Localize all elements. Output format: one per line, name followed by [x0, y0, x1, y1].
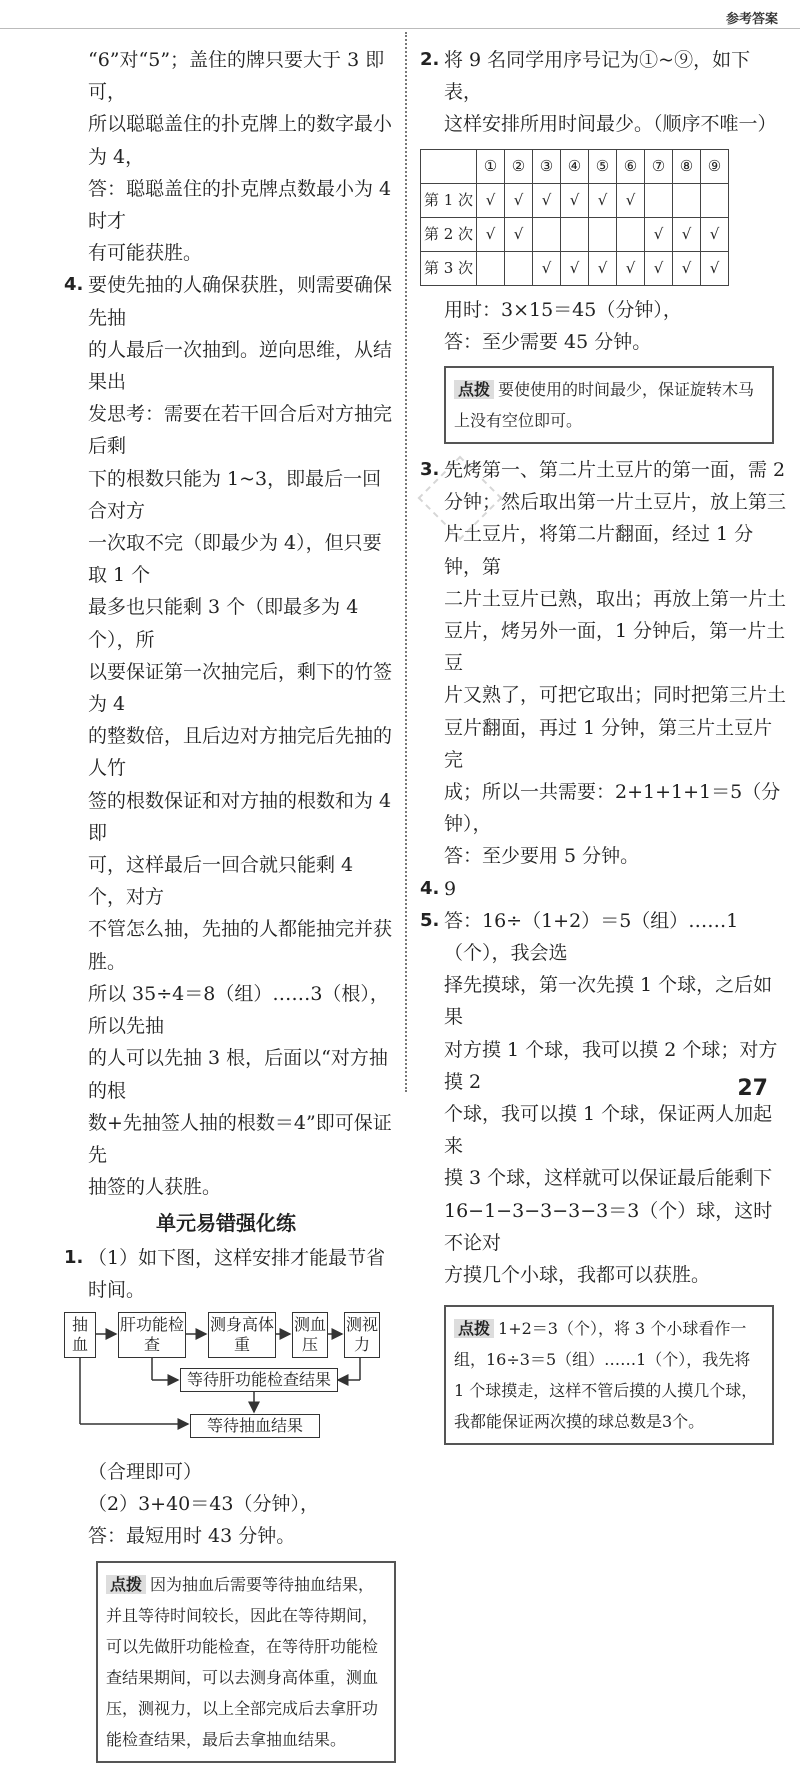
table-cell [645, 183, 673, 217]
text-line: 豆片，烤另外一面，1 分钟后，第一片土豆 [444, 620, 786, 675]
table-cell: √ [477, 217, 505, 251]
text-line: 片土豆片，将第二片翻面，经过 1 分钟，第 [444, 523, 754, 578]
table-cell [617, 217, 645, 251]
flow-box-wait-liver: 等待肝功能检查结果 [180, 1368, 338, 1392]
text-line: 对方摸 1 个球，我可以摸 2 个球；对方摸 2 [444, 1038, 778, 1093]
question-number: 1. [64, 1246, 84, 1268]
hint-box [96, 1561, 396, 1763]
table-cell [505, 251, 533, 285]
flow-box-blood-draw: 抽血 [64, 1312, 96, 1358]
text-line: 择先摸球，第一次先摸 1 个球，之后如果 [444, 974, 773, 1029]
text-line: 要使先抽的人确保获胜，则需要确保先抽 [88, 274, 393, 329]
text-line: 先烤第一、第二片土豆片的第一面，需 2 [444, 459, 786, 482]
question-number: 4. [420, 877, 440, 899]
text-line: 抽签的人获胜。 [88, 1176, 222, 1199]
flowchart [64, 1310, 378, 1450]
table-row [421, 251, 729, 285]
text-line: 的人最后一次抽到。逆向思维，从结果出 [88, 338, 393, 394]
page-number: 27 [737, 1076, 768, 1101]
question-5 [416, 905, 788, 969]
left-column [60, 44, 392, 1771]
text-line: 16−1−3−3−3−3＝3（个）球，这时不论对 [444, 1199, 773, 1254]
table-cell [701, 183, 729, 217]
hint-box [444, 1305, 774, 1445]
text-line: 一次取不完（即最少为 4），但只要取 1 个 [88, 532, 382, 587]
table-cell: √ [533, 183, 561, 217]
question-number: 4. [64, 274, 84, 296]
table-header: ⑧ [673, 149, 701, 183]
table-row [421, 183, 729, 217]
text-line: 个球，我可以摸 1 个球，保证两人加起来 [444, 1103, 773, 1158]
hint-tag: 点拨 [454, 380, 494, 399]
table-cell: √ [561, 183, 589, 217]
table-cell: √ [701, 217, 729, 251]
text-line: 答：聪聪盖住的扑克牌点数最小为 4 时才 [88, 177, 392, 233]
table-cell [561, 217, 589, 251]
text-line: 的人可以先抽 3 根，后面以“对方抽的根 [88, 1047, 388, 1102]
text-line: 答：至少需要 45 分钟。 [444, 330, 652, 353]
text-line: 的整数倍，且后边对方抽完后先抽的人竹 [88, 725, 393, 780]
text-line: （合理即可） [88, 1460, 203, 1483]
table-header: ⑦ [645, 149, 673, 183]
text-line: 二片土豆片已熟，取出；再放上第一片土 [444, 587, 787, 610]
row-label: 第 3 次 [421, 251, 477, 285]
text-line: 下的根数只能为 1~3，即最后一回合对方 [88, 467, 382, 522]
section-title: 单元易错强化练 [156, 1211, 296, 1236]
question-number: 2. [420, 49, 440, 70]
text-line: 发思考：需要在若干回合后对方抽完后剩 [88, 403, 393, 458]
table-header: ① [477, 149, 505, 183]
right-column [416, 44, 788, 1453]
text-line: （1）如下图，这样安排才能最节省时间。 [88, 1246, 386, 1301]
text-line: 答：至少要用 5 分钟。 [444, 845, 640, 868]
table-cell: √ [477, 183, 505, 217]
table-cell: √ [701, 251, 729, 285]
text-line: 方摸几个小球，我都可以获胜。 [444, 1264, 711, 1287]
flow-box-blood-pressure: 测血压 [292, 1312, 328, 1358]
table-corner [421, 149, 477, 183]
table-cell: √ [561, 251, 589, 285]
text-line: 所以 35÷4＝8（组）……3（根），所以先抽 [88, 982, 389, 1038]
hint-text: 1+2＝3（个），将 3 个小球看作一组，16÷3＝5（组）……1（个），我先将 1 个球摸走，这样不管后摸的人摸几个球，我都能保证两次摸的球总数是3个。 [454, 1319, 758, 1432]
row-label: 第 2 次 [421, 217, 477, 251]
text-line: 可，这样最后一回合就只能剩 4 个，对方 [88, 854, 354, 909]
answer-text: 9 [444, 877, 457, 900]
text-line: 答：最短用时 43 分钟。 [88, 1525, 296, 1548]
flow-box-vision: 测视力 [344, 1312, 380, 1358]
table-cell: √ [589, 251, 617, 285]
table-header: ⑥ [617, 149, 645, 183]
text-line: 以要保证第一次抽完后，剩下的竹签为 4 [88, 660, 393, 716]
hint-text: 因为抽血后需要等待抽血结果，并且等待时间较长，因此在等待期间，可以先做肝功能检查，在等待肝功能检查结果期间，可以去测身高体重，测血压，测视力，以上全部完成后去拿肝功能检查结果，最后去拿抽血结果。 [106, 1574, 379, 1749]
question-3 [416, 454, 788, 486]
flow-box-liver-test: 肝功能检查 [118, 1312, 186, 1358]
question-4-right [416, 873, 788, 905]
table-cell: √ [617, 251, 645, 285]
flow-box-height-weight: 测身高体重 [208, 1312, 276, 1358]
text-line: 不管怎么抽，先抽的人都能抽完并获胜。 [88, 918, 393, 973]
table-cell [673, 183, 701, 217]
schedule-table [420, 149, 729, 286]
table-cell: √ [533, 251, 561, 285]
hint-tag: 点拨 [454, 1319, 494, 1338]
table-cell: √ [589, 183, 617, 217]
text-line: 所以聪聪盖住的扑克牌上的数字最小 [88, 113, 393, 136]
question-number: 3. [420, 459, 440, 481]
table-header: ⑨ [701, 149, 729, 183]
text-line: 豆片翻面，再过 1 分钟，第三片土豆片完 [444, 716, 773, 771]
text-line: 用时：3×15＝45（分钟）， [444, 298, 682, 321]
hint-text: 要使使用的时间最少，保证旋转木马上没有空位即可。 [454, 380, 755, 431]
table-cell: √ [645, 251, 673, 285]
table-header-row [421, 149, 729, 183]
page-header: 参考答案 [725, 12, 778, 27]
question-2 [416, 44, 788, 108]
text-line: 数+先抽签人抽的根数＝4”即可保证先 [88, 1111, 392, 1166]
table-cell [589, 217, 617, 251]
text-line: “6”对“5”；盖住的牌只要大于 3 即可， [88, 49, 385, 104]
text-line: 最多也只能剩 3 个（即最多为 4 个），所 [88, 596, 359, 651]
text-line: 成；所以一共需要：2+1+1+1＝5（分钟）， [444, 781, 781, 836]
text-line: （2）3+40＝43（分钟）， [88, 1493, 319, 1516]
table-cell: √ [673, 251, 701, 285]
table-cell: √ [645, 217, 673, 251]
question-1 [60, 1242, 392, 1306]
text-line: 有可能获胜。 [88, 242, 203, 265]
text-line: 片又熟了，可把它取出；同时把第三片土 [444, 684, 787, 707]
table-cell: √ [617, 183, 645, 217]
text-line: 答：16÷（1+2）＝5（组）……1（个），我会选 [444, 909, 739, 965]
text-line: 分钟；然后取出第一片土豆片，放上第三 [444, 491, 787, 514]
text-line: 这样安排所用时间最少。（顺序不唯一） [444, 113, 777, 136]
table-header: ② [505, 149, 533, 183]
table-header: ⑤ [589, 149, 617, 183]
column-divider [405, 32, 407, 1092]
hint-box [444, 366, 774, 444]
table-header: ④ [561, 149, 589, 183]
question-4 [60, 269, 392, 333]
table-header: ③ [533, 149, 561, 183]
text-line: 签的根数保证和对方抽的根数和为 4 即 [88, 789, 392, 844]
table-cell: √ [673, 217, 701, 251]
question-number: 5. [420, 909, 440, 931]
text-line: 为 4， [88, 145, 145, 168]
text-line: 摸 3 个球，这样就可以保证最后能剩下 [444, 1167, 773, 1190]
table-cell [533, 217, 561, 251]
table-row [421, 217, 729, 251]
table-cell: √ [505, 217, 533, 251]
table-cell: √ [505, 183, 533, 217]
header-rule [0, 28, 800, 29]
flow-box-wait-blood: 等待抽血结果 [190, 1414, 320, 1438]
row-label: 第 1 次 [421, 183, 477, 217]
hint-tag: 点拨 [106, 1575, 146, 1594]
text-line: 将 9 名同学用序号记为①~⑨，如下表， [444, 49, 751, 104]
table-cell [477, 251, 505, 285]
